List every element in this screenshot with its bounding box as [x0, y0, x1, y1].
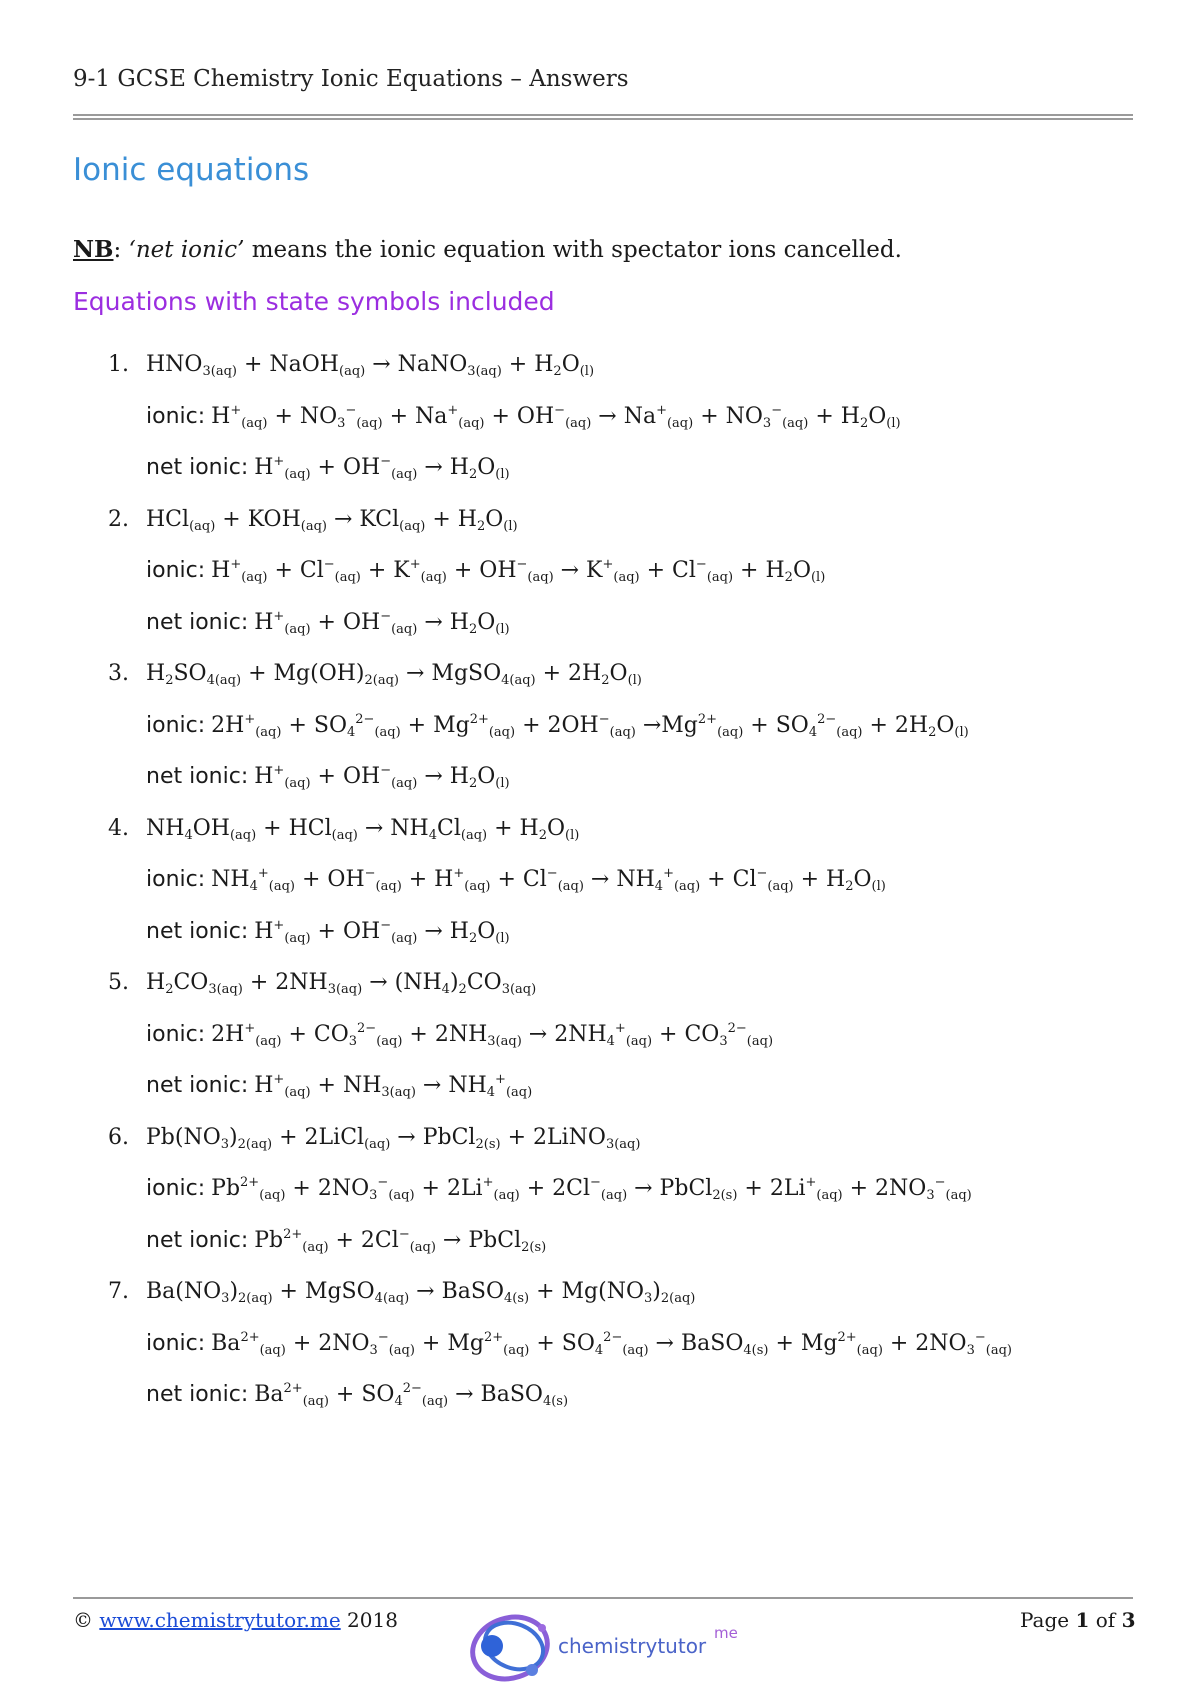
footer-year: 2018 — [340, 1608, 398, 1632]
equation-formula: $H^+_{(aq)} + OH^-_{(aq)} \to H_2O_{(l)}$ — [254, 917, 510, 946]
ionic-label: ionic: — [146, 1176, 206, 1201]
note-nb: NB — [73, 236, 114, 263]
net-ionic-label: net ionic: — [146, 1382, 249, 1407]
note-colon: : — [113, 237, 122, 263]
ionic-label: ionic: — [146, 558, 206, 583]
equation-full-line — [146, 507, 518, 532]
equation-number: 5. — [108, 970, 129, 995]
page-current: 1 — [1075, 1608, 1090, 1632]
equation-formula: $H^+_{(aq)} + OH^-_{(aq)} \to H_2O_{(l)}$ — [254, 454, 510, 482]
equation-net-ionic-line — [146, 455, 510, 480]
equation-formula: $Ba(NO_3)_{2(aq)}$ + MgSO$_{4(aq)}$ → BaSO$_{4(s)}$ + $Mg(NO_3)_{2(aq)}$ — [146, 1279, 696, 1306]
equation-net-ionic-line — [146, 610, 510, 635]
equation-formula: $HCl_{(aq)} + KOH_{(aq)} \to KCl_{(aq)} + H_2O_{(l)}$ — [146, 506, 518, 534]
equation-ionic-line — [146, 558, 825, 583]
equation-ionic-line — [146, 1176, 972, 1201]
equation-number: 6. — [108, 1124, 129, 1150]
ionic-label: ionic: — [146, 1021, 206, 1047]
equation-number: 2. — [108, 506, 129, 532]
equation-number: 3. — [108, 661, 129, 686]
equation-full-line — [146, 1279, 695, 1304]
equation-formula: $Pb^{2+}_{(aq)} + 2Cl^-_{(aq)}$ → PbCl$_{2(s)}$ — [254, 1226, 547, 1255]
equation-ionic-line — [146, 1331, 1012, 1356]
section-title: Ionic equations — [73, 152, 310, 188]
ionic-label: ionic: — [146, 867, 206, 892]
ionic-label: ionic: — [146, 403, 206, 429]
net-ionic-label: net ionic: — [146, 609, 249, 635]
copyright-symbol: © — [73, 1608, 93, 1632]
equation-formula: $H^+_{(aq)} + NH_{3(aq)} \to NH_4^+_{(aq)}$ — [254, 1072, 533, 1100]
equation-formula: $H^+_{(aq)} + OH^-_{(aq)} \to H_2O_{(l)}$ — [254, 763, 510, 791]
equation-number: 1. — [108, 352, 129, 377]
note-quote: ‘net ionic’ — [128, 237, 245, 263]
equation-formula: $NH_4^+_{(aq)} + OH^-_{(aq)} + H^+_{(aq)} + Cl^-_{(aq)} \to NH_4^+_{(aq)} + Cl^-_{(aq)} + H_2O_{(l)}$ — [211, 866, 886, 894]
equation-net-ionic-line — [146, 764, 510, 789]
equation-number: 7. — [108, 1279, 129, 1304]
equation-net-ionic-line — [146, 919, 510, 944]
ionic-label: ionic: — [146, 1330, 206, 1356]
equation-full-line — [146, 816, 579, 841]
chemistrytutor-logo — [462, 1598, 762, 1696]
page-total: 3 — [1121, 1608, 1136, 1632]
website-link[interactable]: www.chemistrytutor.me — [99, 1608, 341, 1632]
logo-text: chemistrytutor — [558, 1634, 707, 1658]
net-ionic-label: net ionic: — [146, 1073, 249, 1098]
equation-formula: $Pb^{2+}_{(aq)} + 2NO_3^-_{(aq)} + 2Li^+_{(aq)} + 2Cl^-_{(aq)}$ → PbCl$_{2(s)}$ + $2Li^+_{(aq)} + 2NO_3^-_{(aq)}$ — [211, 1175, 972, 1203]
document-header: 9-1 GCSE Chemistry Ionic Equations – Answers — [73, 66, 629, 92]
net-ionic-label: net ionic: — [146, 1227, 249, 1253]
equation-formula: $2H^+_{(aq)} + CO_3^{2-}_{(aq)} + 2NH_{3(aq)} \to 2NH_4^+_{(aq)} + CO_3^{2-}_{(aq)}$ — [211, 1020, 774, 1049]
equation-formula: $H_2CO_{3(aq)} + 2NH_{3(aq)} \to (NH_4)_2CO_{3(aq)}$ — [146, 970, 537, 997]
footer-copyright — [73, 1608, 398, 1632]
equation-net-ionic-line — [146, 1073, 532, 1098]
equation-number: 4. — [108, 815, 129, 841]
logo-superscript: me — [714, 1624, 738, 1642]
equation-formula: $H_2SO_{4(aq)} + Mg(OH)_{2(aq)}$ → MgSO$_{4(aq)}$ + $2H_2O_{(l)}$ — [146, 661, 642, 688]
equation-formula: $H^+_{(aq)} + Cl^-_{(aq)} + K^+_{(aq)} + OH^-_{(aq)} \to K^+_{(aq)} + Cl^-_{(aq)} + H_2O_{(l)}$ — [211, 557, 826, 585]
equation-ionic-line — [146, 867, 886, 892]
equation-formula: $2H^+_{(aq)} + SO_4^{2-}_{(aq)} + Mg^{2+}_{(aq)} + 2OH^-_{(aq)} \to Mg^{2+}_{(aq)} + SO_4^{2-}_{(aq)} + 2H_2O_{(l)}$ — [211, 711, 969, 740]
equation-formula: $H^+_{(aq)} + NO_3^-_{(aq)} + Na^+_{(aq)} + OH^-_{(aq)} \to Na^+_{(aq)} + NO_3^-_{(aq)} + H_2O_{(l)}$ — [211, 402, 901, 431]
net-ionic-label: net ionic: — [146, 455, 249, 480]
page-of: of — [1089, 1608, 1122, 1632]
equation-full-line — [146, 352, 594, 377]
page-prefix: Page — [1020, 1608, 1076, 1632]
atom-logo-icon — [462, 1598, 572, 1696]
equation-formula: $Ba^{2+}_{(aq)} + SO_4^{2-}_{(aq)}$ → BaSO$_{4(s)}$ — [254, 1381, 569, 1409]
equation-ionic-line — [146, 1022, 773, 1047]
equation-formula: $H^+_{(aq)} + OH^-_{(aq)} \to H_2O_{(l)}$ — [254, 608, 510, 637]
page-number — [1020, 1608, 1136, 1632]
header-rule — [73, 114, 1133, 120]
equation-ionic-line — [146, 713, 969, 738]
ionic-label: ionic: — [146, 712, 206, 738]
subsection-title: Equations with state symbols included — [73, 287, 555, 316]
equation-ionic-line — [146, 404, 901, 429]
equation-formula: $NH_4OH_{(aq)} + HCl_{(aq)} \to NH_4Cl_{(aq)} + H_2O_{(l)}$ — [146, 815, 580, 843]
equation-formula: $HNO_{3(aq)}$ + NaOH$_{(aq)}$ → NaNO$_{3(aq)}$ + $H_2O_{(l)}$ — [146, 352, 595, 379]
equation-net-ionic-line — [146, 1228, 546, 1253]
equation-full-line — [146, 1125, 640, 1150]
note-paragraph — [73, 236, 902, 263]
net-ionic-label: net ionic: — [146, 764, 249, 789]
equation-full-line — [146, 970, 536, 995]
equation-formula: $Pb(NO_3)_{2(aq)}$ + 2LiCl$_{(aq)}$ → PbCl$_{2(s)}$ + 2LiNO$_{3(aq)}$ — [146, 1124, 641, 1152]
note-rest: means the ionic equation with spectator ions cancelled. — [244, 237, 902, 263]
equation-formula: $Ba^{2+}_{(aq)} + 2NO_3^-_{(aq)} + Mg^{2+}_{(aq)} + SO_4^{2-}_{(aq)}$ → BaSO$_{4(s)}$ + $Mg^{2+}_{(aq)} + 2NO_3^-_{(aq)}$ — [211, 1329, 1012, 1358]
equation-net-ionic-line — [146, 1382, 568, 1407]
equation-full-line — [146, 661, 642, 686]
net-ionic-label: net ionic: — [146, 918, 249, 944]
